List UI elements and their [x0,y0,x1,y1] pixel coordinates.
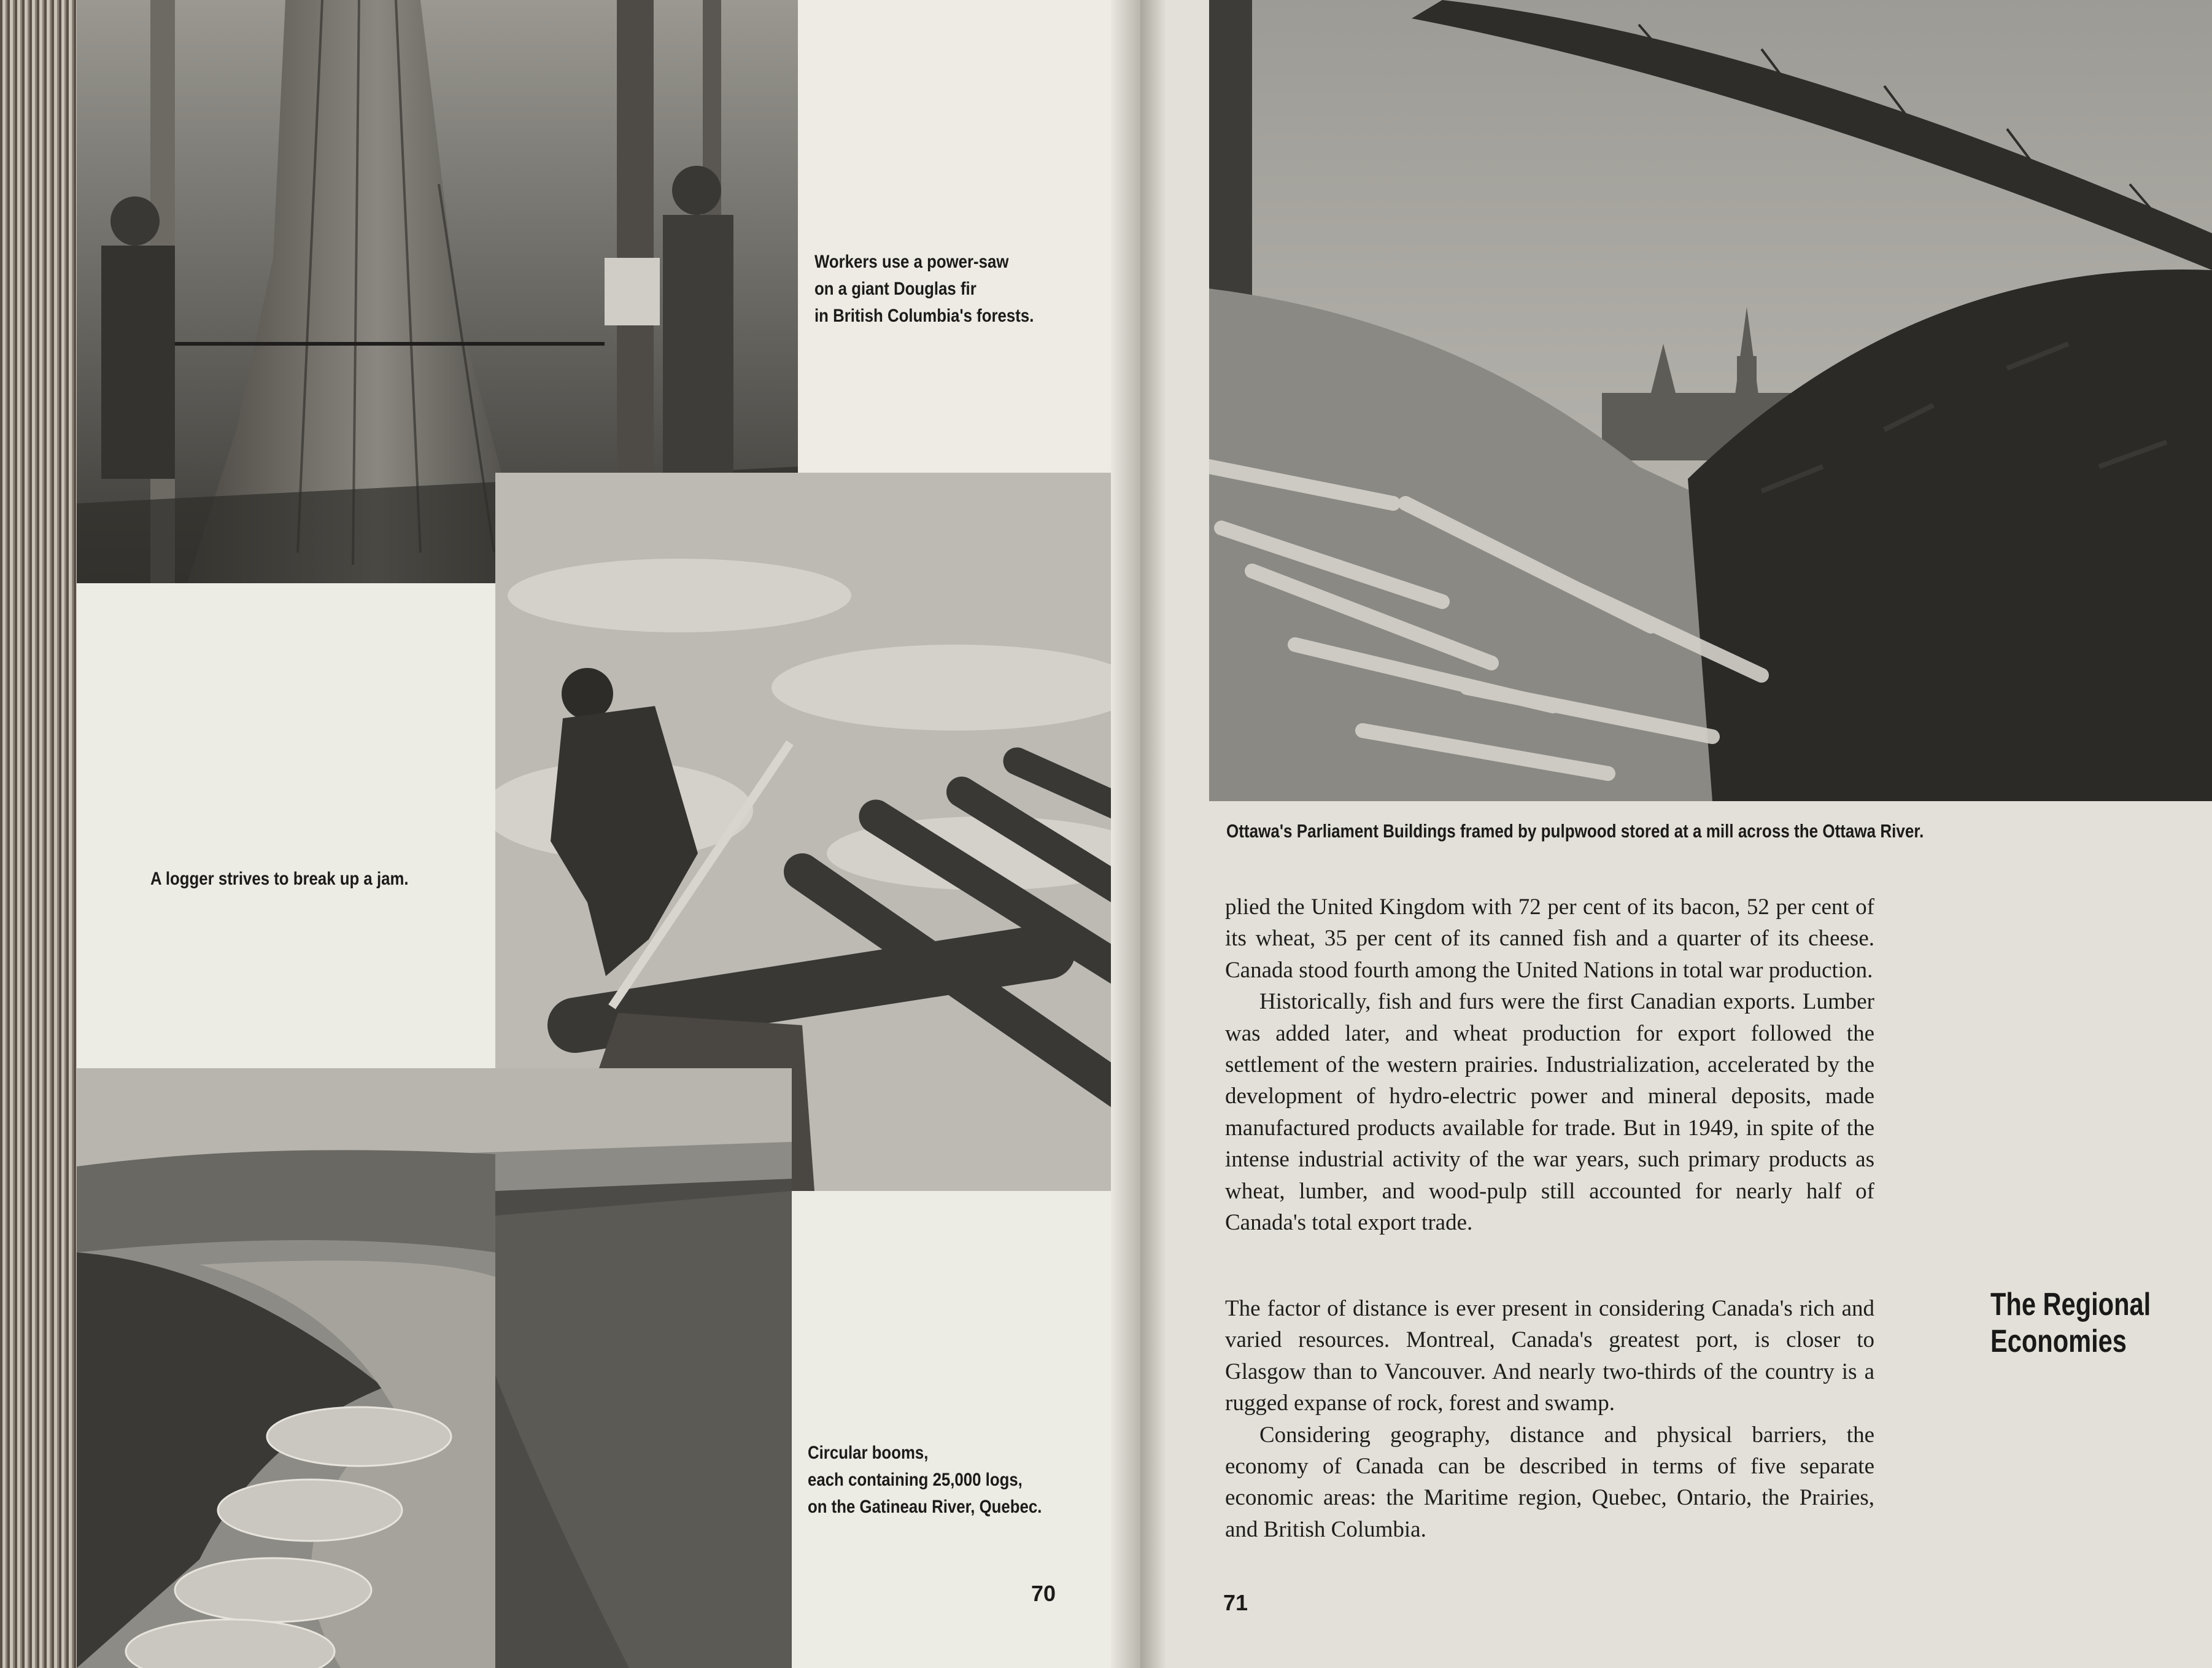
logger-caption: A logger strives to break up a jam. [150,869,409,889]
body-text-top [1225,891,1874,1238]
body-text-bottom [1225,1293,1874,1545]
parliament-photo [1209,0,2212,801]
paragraph: The factor of distance is ever present in considering Canada's rich and varied resources. Montreal, Canada's greatest port, is closer to Glasgow than to Vancouver. And nearly two-thirds of the country is a rugged expanse of rock, forest and swamp. [1225,1296,1874,1416]
booms-caption: Circular booms, each containing 25,000 logs, on the Gatineau River, Quebec. [808,1443,1042,1517]
booms-photo [77,1068,792,1668]
parliament-caption: Ottawa's Parliament Buildings framed by pulpwood stored at a mill across the Ottawa River. [1226,820,1924,842]
paragraph: Considering geography, distance and physical barriers, the economy of Canada can be described in terms of five separate economic areas: the Maritime region, Quebec, Ontario, the Prairies, and British Columbia. [1225,1422,1874,1542]
paragraph: Historically, fish and furs were the first Canadian exports. Lumber was added later, and wheat production for export followed the settlement of the western prairies. Industrialization, accelerated by the development of hydro-electric power and mineral deposits, made manufactured products available for trade. But in 1949, in spite of the intense industrial activity of the war years, such primary products as wheat, lumber, and wood-pulp still accounted for nearly half of Canada's total export trade. [1225,989,1874,1236]
gutter-shadow-right [1140,0,1166,1668]
booms-caption-panel [792,1191,1140,1668]
gutter-shadow [1111,0,1140,1668]
page-edges [0,0,77,1668]
right-page [1140,0,2212,1668]
power-saw-caption: Workers use a power-saw on a giant Douglas fir in British Columbia's forests. [814,252,1034,326]
paragraph: plied the United Kingdom with 72 per cent of its bacon, 52 per cent of its wheat, 35 per cent of its canned fish and a quarter of its cheese. Canada stood fourth among the United Nations in total war production. [1225,894,1874,983]
page-number-left: 70 [1031,1581,1056,1606]
page-number-right: 71 [1223,1590,1248,1615]
logger-caption-panel [77,583,495,1068]
power-saw-caption-panel [798,0,1140,473]
section-heading: The Regional Economies [1990,1287,2151,1359]
